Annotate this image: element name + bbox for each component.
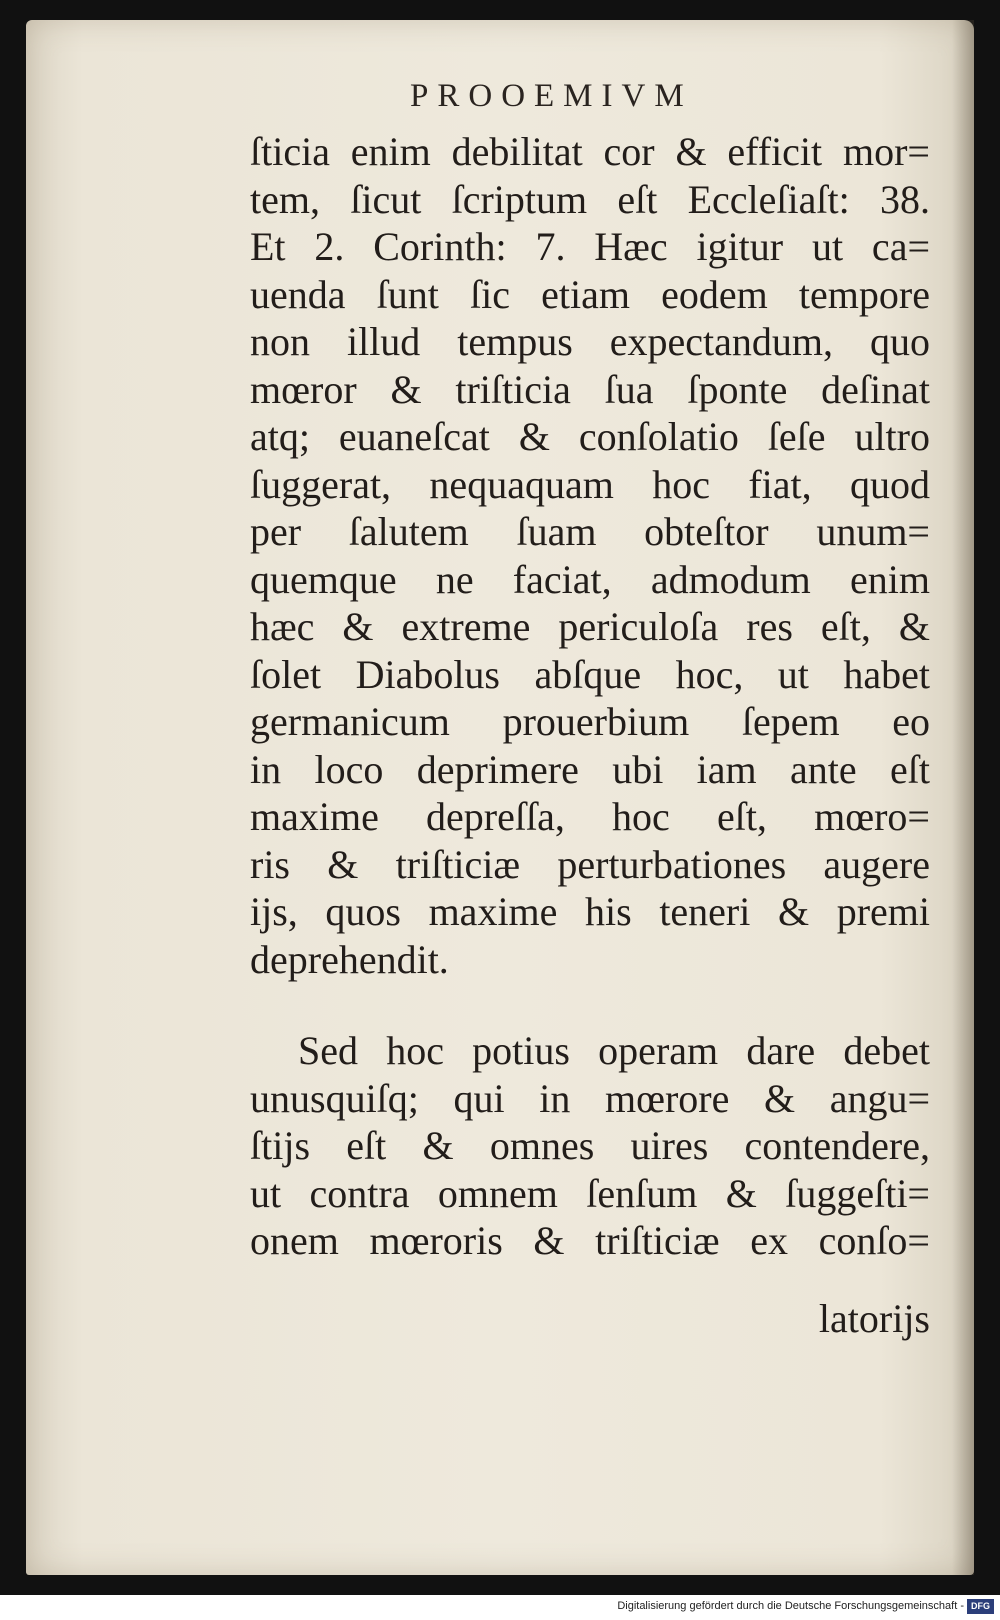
text-line: quemque ne faciat, admodum enim (250, 556, 930, 602)
text-line: in loco deprimere ubi iam ante eſt (250, 746, 930, 792)
text-line: uenda ſunt ſic etiam eodem tempore (250, 271, 930, 317)
text-line: ſtijs eſt & omnes uires contendere, (250, 1123, 930, 1168)
text-line: unusquiſq; qui in mœrore & angu= (250, 1075, 930, 1121)
text-line: ijs, quos maxime his teneri & premi (250, 889, 930, 934)
text-line: ſticia enim debilitat cor & efficit mor= (250, 129, 930, 174)
text-line: hæc & extreme periculoſa res eſt, & (250, 604, 930, 649)
text-line: deprehendit. (250, 936, 449, 982)
catchword: latorijs (818, 1296, 930, 1341)
text-line: maxime depreſſa, hoc eſt, mœro= (250, 794, 930, 839)
text-line: Et 2. Corinth: 7. Hæc igitur ut ca= (250, 224, 930, 269)
running-title: PROOEMIVM (410, 78, 693, 114)
text-line: atq; euaneſcat & conſolatio ſeſe ultro (250, 414, 930, 459)
text-line: Sed hoc potius operam dare debet (298, 1028, 930, 1073)
footer-credit: Digitalisierung gefördert durch die Deutsche Forschungsgemeinschaft - (617, 1600, 964, 1612)
text-line: ris & triſticiæ perturbationes augere (250, 841, 930, 887)
paragraph-1 (250, 128, 930, 983)
text-line: non illud tempus expectandum, quo (250, 319, 930, 364)
text-line: tem, ſicut ſcriptum eſt Eccleſiaſt: 38. (250, 176, 930, 222)
text-line: ſuggerat, nequaquam hoc fiat, quod (250, 461, 930, 507)
text-line: germanicum prouerbium ſepem eo (250, 699, 930, 744)
text-line: onem mœroris & triſticiæ ex conſo= (250, 1218, 930, 1263)
paragraph-2 (250, 1027, 930, 1265)
dfg-logo: DFG (967, 1599, 994, 1614)
body-text (250, 128, 930, 1265)
text-line: ut contra omnem ſenſum & ſuggeſti= (250, 1170, 930, 1216)
paragraph-gap (250, 983, 930, 1027)
text-line: ſolet Diabolus abſque hoc, ut habet (250, 651, 930, 697)
digitization-footer (0, 1595, 1000, 1620)
text-line: mœror & triſticia ſua ſponte deſinat (250, 366, 930, 412)
page-edge-shadow (952, 20, 974, 1575)
text-line: per ſalutem ſuam obteſtor unum= (250, 509, 930, 554)
